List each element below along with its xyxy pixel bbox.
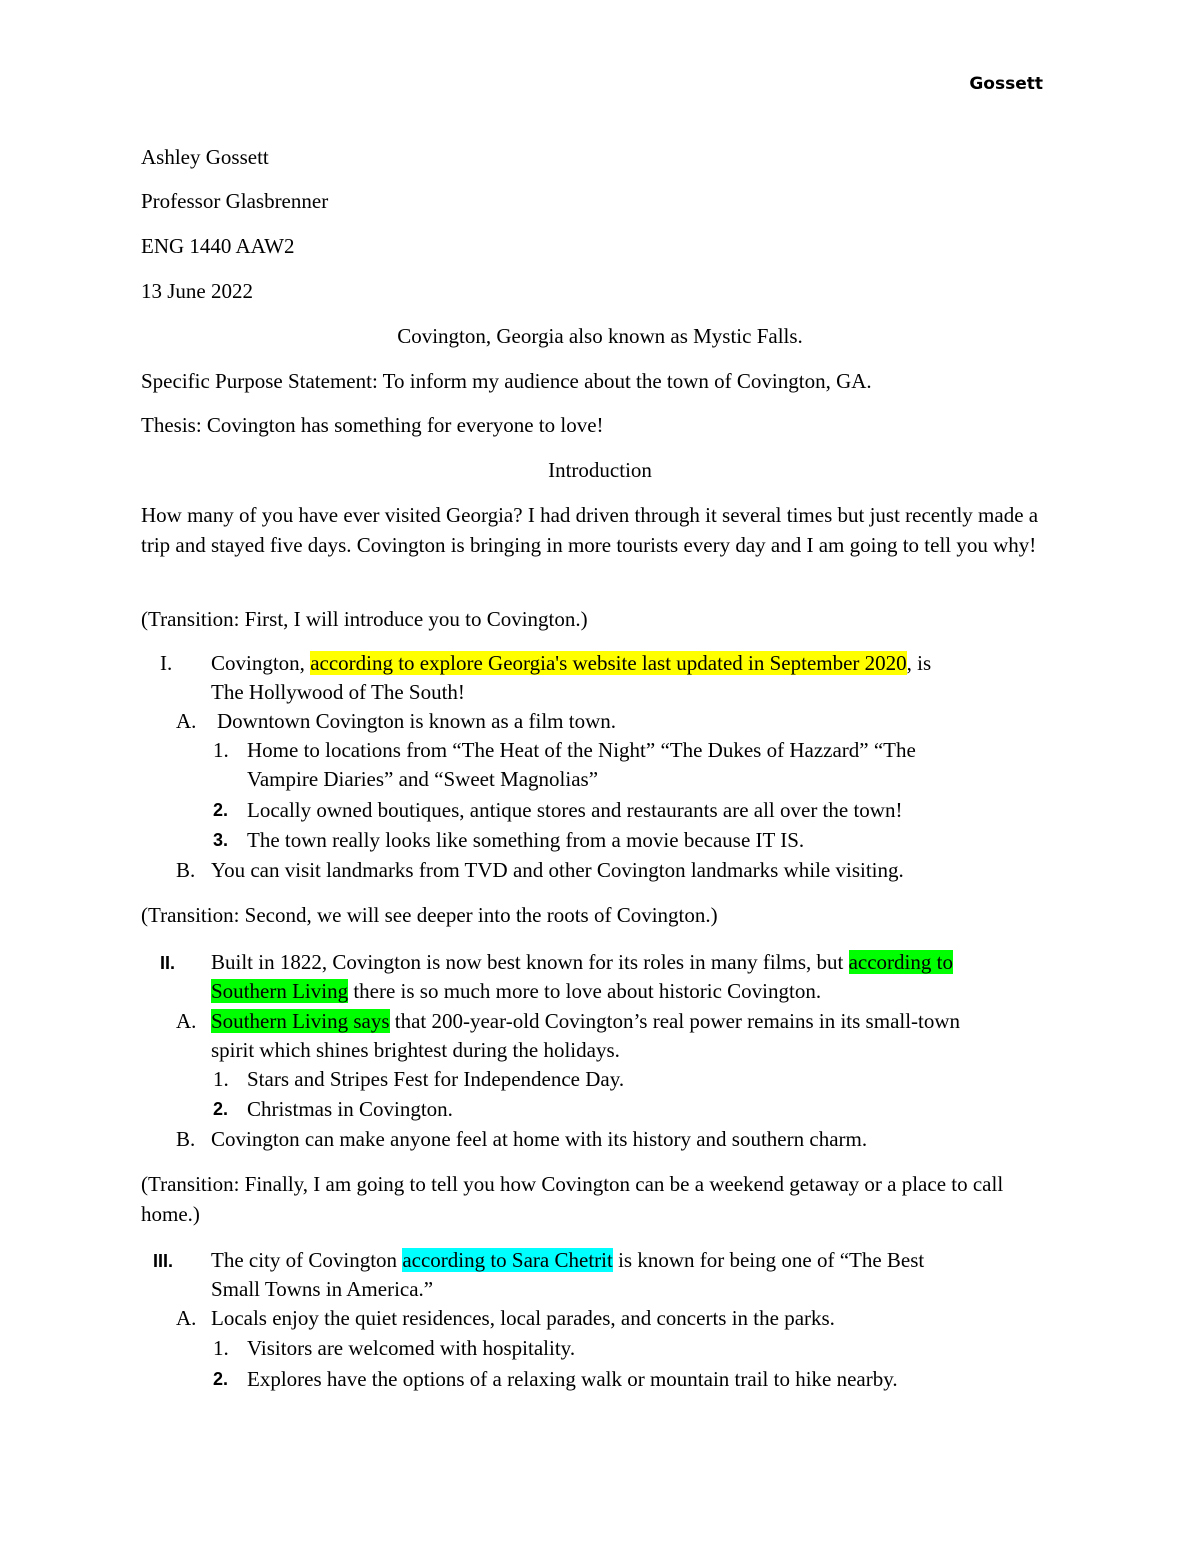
section-1-item-2-text: Locally owned boutiques, antique stores and restaurants are all over the town! [247, 798, 903, 822]
intro-paragraph: How many of you have ever visited Georgia? I had driven through it several times but just recently made a trip and stayed five days. Covington is bringing in more tourists every day and I am going to tell you why! [141, 503, 1039, 557]
transition-3: (Transition: Finally, I am going to tell you how Covington can be a weekend getaway or a place to call home.) [141, 1172, 1004, 1226]
section-1-main-line2: The Hollywood of The South! [211, 680, 465, 704]
thesis-statement: Thesis: Covington has something for everyone to love! [141, 413, 604, 437]
section-2-A-line2: spirit which shines brightest during the holidays. [211, 1038, 620, 1062]
section-1-item-3-number: 3. [213, 830, 229, 850]
section-1-item-2-number: 2. [213, 800, 229, 820]
section-3-numeral: III. [153, 1251, 174, 1271]
section-2-B-text: Covington can make anyone feel at home with its history and southern charm. [211, 1127, 868, 1151]
section-2-item-1-text: Stars and Stripes Fest for Independence Day. [247, 1067, 625, 1091]
section-1-B-label: B. [176, 858, 196, 882]
section-2-item-1-number: 1. [213, 1067, 229, 1091]
section-3-A-text: Locals enjoy the quiet residences, local parades, and concerts in the parks. [211, 1306, 835, 1330]
section-1-item-1-number: 1. [213, 738, 229, 762]
section-2-A-label: A. [176, 1009, 197, 1033]
purpose-statement: Specific Purpose Statement: To inform my audience about the town of Covington, GA. [141, 369, 872, 393]
highlight-sara-chetrit: according to Sara Chetrit [402, 1248, 613, 1272]
author-name: Ashley Gossett [141, 145, 269, 169]
section-3-item-2-number: 2. [213, 1369, 229, 1389]
section-1-main-line1: Covington, according to explore Georgia's website last updated in September 2020, is [211, 651, 932, 675]
highlight-southern-living-says: Southern Living says [211, 1009, 390, 1033]
highlight-according-to: according to [848, 950, 953, 974]
section-1-item-1-line2: Vampire Diaries” and “Sweet Magnolias” [247, 767, 599, 791]
section-2-main-line2: Southern Living there is so much more to love about historic Covington. [211, 979, 822, 1003]
section-3-item-1-text: Visitors are welcomed with hospitality. [247, 1336, 576, 1360]
running-head: Gossett [969, 74, 1043, 94]
section-2-A-line1: Southern Living says that 200-year-old Covington’s real power remains in its small-town [211, 1009, 961, 1033]
section-1-item-1-line1: Home to locations from “The Heat of the Night” “The Dukes of Hazzard” “The [247, 738, 916, 762]
section-2-B-label: B. [176, 1127, 196, 1151]
section-2-item-2-number: 2. [213, 1099, 229, 1119]
section-3-A-label: A. [176, 1306, 197, 1330]
section-1-item-3-text: The town really looks like something from a movie because IT IS. [247, 828, 805, 852]
document-title: Covington, Georgia also known as Mystic Falls. [397, 324, 803, 348]
section-3-item-2-text: Explores have the options of a relaxing walk or mountain trail to hike nearby. [247, 1367, 898, 1391]
date: 13 June 2022 [141, 279, 253, 303]
professor-name: Professor Glasbrenner [141, 189, 329, 213]
section-2-item-2-text: Christmas in Covington. [247, 1097, 453, 1121]
section-3-main-line2: Small Towns in America.” [211, 1277, 434, 1301]
section-2-numeral: II. [160, 953, 176, 973]
highlight-source-explore-georgia: according to explore Georgia's website last updated in September 2020 [310, 651, 907, 675]
section-3-item-1-number: 1. [213, 1336, 229, 1360]
highlight-southern-living: Southern Living [211, 979, 349, 1003]
introduction-heading: Introduction [548, 458, 652, 482]
section-1-A-text: Downtown Covington is known as a film town. [217, 709, 616, 733]
transition-2: (Transition: Second, we will see deeper into the roots of Covington.) [141, 903, 718, 927]
section-1-A-label: A. [176, 709, 197, 733]
course-code: ENG 1440 AAW2 [141, 234, 295, 258]
section-3-main-line1: The city of Covington according to Sara Chetrit is known for being one of “The Best [211, 1248, 925, 1272]
transition-1: (Transition: First, I will introduce you to Covington.) [141, 607, 588, 631]
section-2-main-line1: Built in 1822, Covington is now best known for its roles in many films, but according to [211, 950, 953, 974]
section-1-B-text: You can visit landmarks from TVD and other Covington landmarks while visiting. [211, 858, 904, 882]
section-1-numeral: I. [160, 651, 173, 675]
